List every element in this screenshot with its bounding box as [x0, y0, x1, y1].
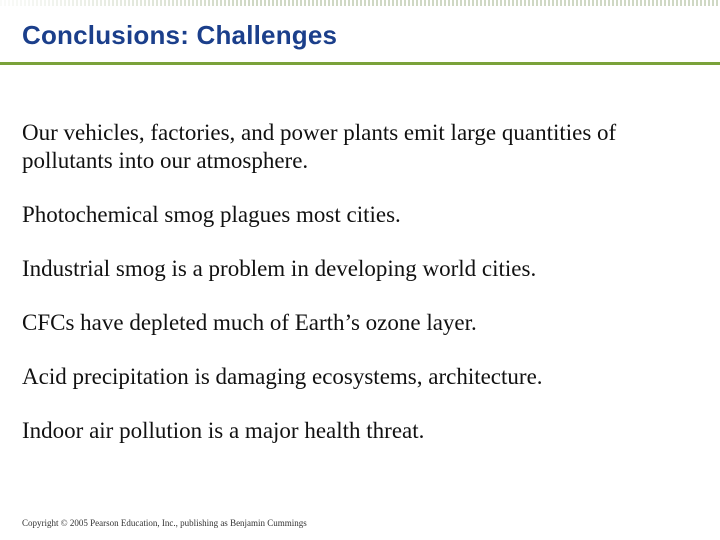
top-stripe-fade [0, 0, 720, 6]
bullet-item: Photochemical smog plagues most cities. [22, 202, 401, 227]
bullet-item: Our vehicles, factories, and power plants emit large quantities of pollutants into our atmosphere. [22, 120, 617, 173]
copyright-notice: Copyright © 2005 Pearson Education, Inc., publishing as Benjamin Cummings [22, 518, 307, 528]
title-divider [0, 62, 720, 65]
slide-title: Conclusions: Challenges [22, 20, 338, 50]
bullet-item: Acid precipitation is damaging ecosystems, architecture. [22, 364, 543, 389]
bullet-list [22, 119, 702, 471]
bullet-item: Industrial smog is a problem in developing world cities. [22, 256, 537, 281]
bullet-item: CFCs have depleted much of Earth’s ozone layer. [22, 310, 477, 335]
bullet-item: Indoor air pollution is a major health threat. [22, 418, 425, 443]
